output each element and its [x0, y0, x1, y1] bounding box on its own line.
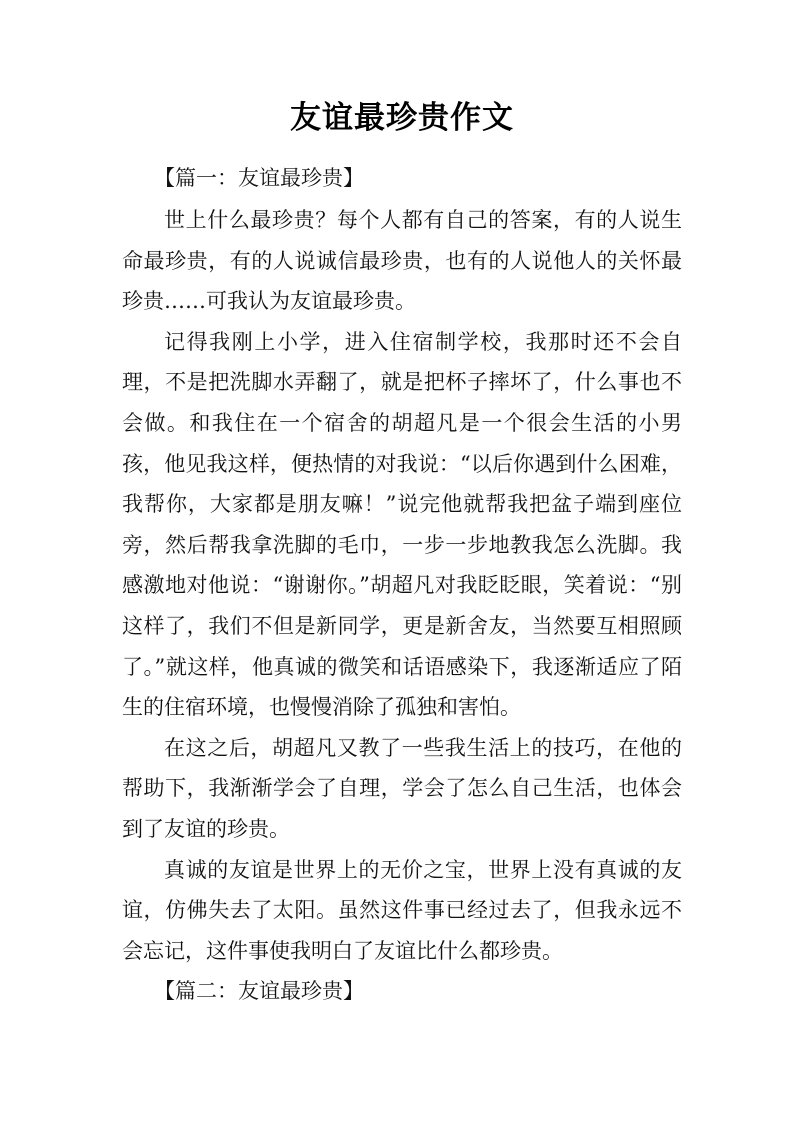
paragraph-3: 在这之后，胡超凡又教了一些我生活上的技巧，在他的帮助下，我渐渐学会了自理，学会了怎么自己生活，也体会到了友谊的珍贵。 — [122, 735, 682, 841]
paragraph-2: 记得我刚上小学，进入住宿制学校，我那时还不会自理，不是把洗脚水弄翻了，就是把杯子摔坏了，什么事也不会做。和我住在一个宿舍的胡超凡是一个很会生活的小男孩，他见我这样，便热情的对我说：“以后你遇到什么困难，我帮你，大家都是朋友嘛！”说完他就帮我把盆子端到座位旁，然后帮我拿洗脚的毛巾，一步一步地教我怎么洗脚。我感激地对他说：“谢谢你。”胡超凡对我眨眨眼，笑着说：“别这样了，我们不但是新同学，更是新舍友，当然要互相照顾了。”就这样，他真诚的微笑和话语感染下，我逐渐适应了陌生的住宿环境，也慢慢消除了孤独和害怕。 — [122, 329, 682, 720]
paragraph-1: 世上什么最珍贵？每个人都有自己的答案，有的人说生命最珍贵，有的人说诚信最珍贵，也有的人说他人的关怀最珍贵……可我认为友谊最珍贵。 — [122, 208, 682, 314]
document-title: 友谊最珍贵作文 — [290, 100, 514, 136]
section-heading-1: 【篇一：友谊最珍贵】 — [154, 166, 364, 190]
section-1-body — [122, 200, 682, 971]
paragraph-4: 真诚的友谊是世界上的无价之宝，世界上没有真诚的友谊，仿佛失去了太阳。虽然这件事已经过去了，但我永远不会忘记，这件事使我明白了友谊比什么都珍贵。 — [122, 857, 682, 963]
section-heading-2: 【篇二：友谊最珍贵】 — [154, 979, 364, 1004]
